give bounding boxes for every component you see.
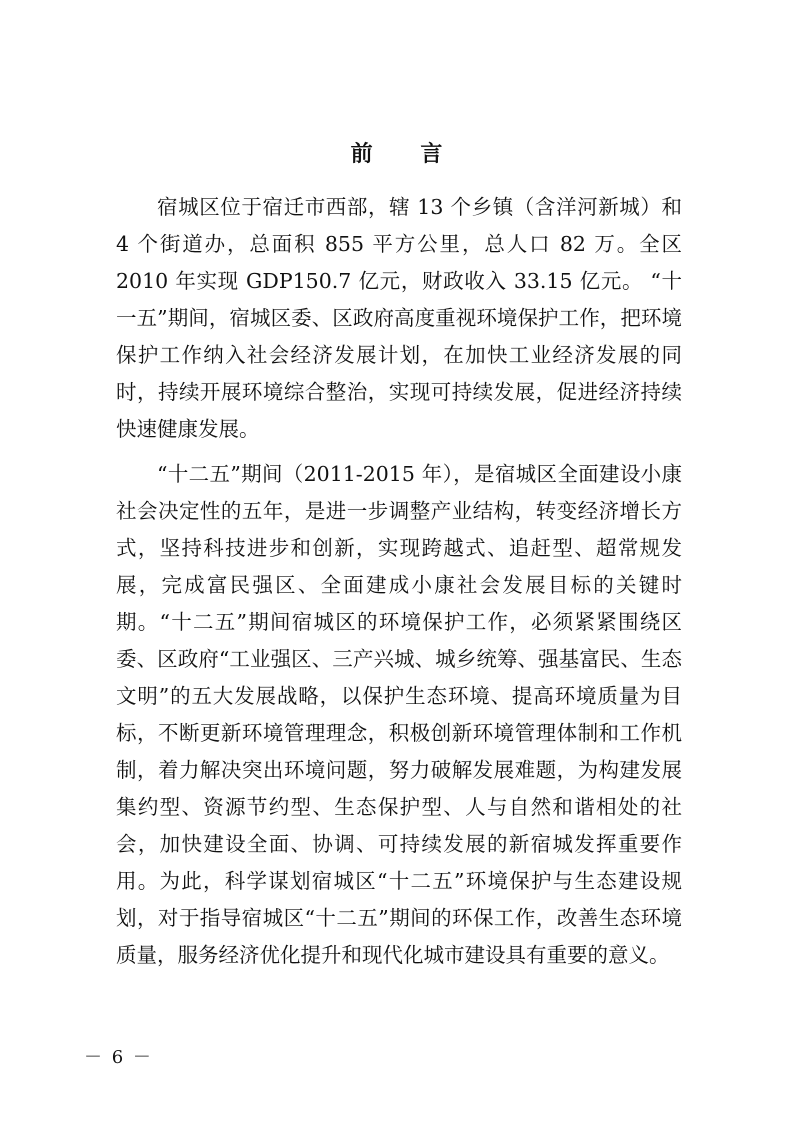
body-text [116, 189, 682, 982]
page-title: 前 言 [350, 140, 463, 167]
paragraph-2: “十二五”期间（2011-2015 年），是宿城区全面建设小康社会决定性的五年，是进一步调整产业结构，转变经济增长方式，坚持科技进步和创新，实现跨越式、追赶型、超常规发展，完成富民强区、全面建成小康社会发展目标的关键时期。“十二五”期间宿城区的环境保护工作，必须紧紧围绕区委、区政府“工业强区、三产兴城、城乡统筹、强基富民、生态文明”的五大发展战略，以保护生态环境、提高环境质量为目标，不断更新环境管理理念，积极创新环境管理体制和工作机制，着力解决突出环境问题，努力破解发展难题，为构建发展集约型、资源节约型、生态保护型、人与自然和谐相处的社会，加快建设全面、协调、可持续发展的新宿城发挥重要作用。为此，科学谋划宿城区“十二五”环境保护与生态建设规划，对于指导宿城区“十二五”期间的环保工作，改善生态环境质量，服务经济优化提升和现代化城市建设具有重要的意义。 [116, 462, 682, 967]
paragraph-1: 宿城区位于宿迁市西部，辖 13 个乡镇（含洋河新城）和 4 个街道办，总面积 855 平方公里，总人口 82 万。全区 2010 年实现 GDP150.7 亿元，财政收入 33.15 亿元。 “十一五”期间，宿城区委、区政府高度重视环境保护工作，把环境保护工作纳入社会经济发展计划，在加快工业经济发展的同时，持续开展环境综合整治，实现可持续发展，促进经济持续快速健康发展。 [116, 195, 682, 441]
page-number: － 6 － [84, 1047, 153, 1068]
